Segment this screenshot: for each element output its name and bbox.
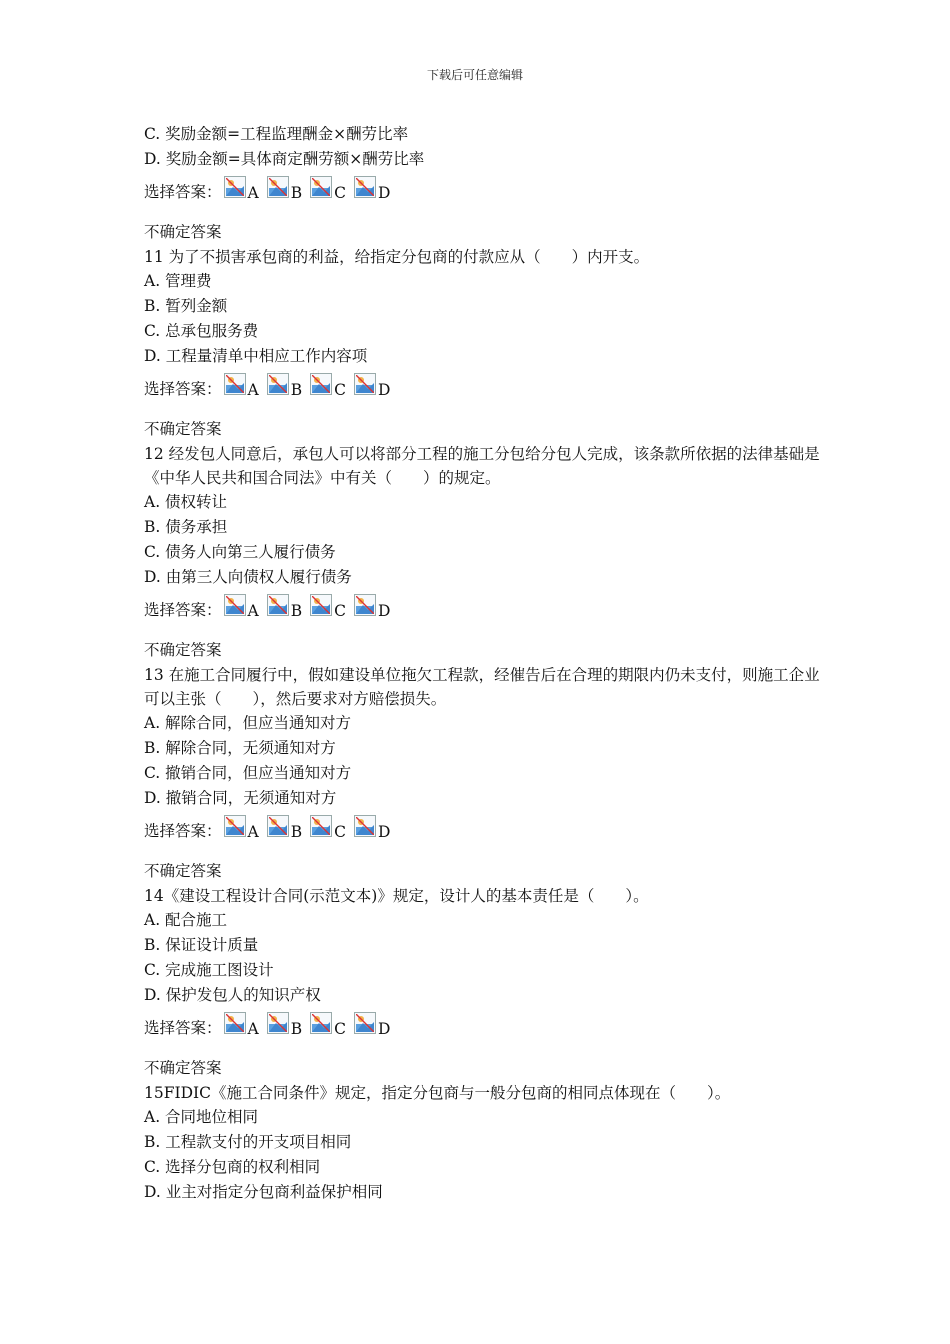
answer-option-a[interactable]	[224, 176, 265, 202]
option-letter: B	[290, 381, 303, 399]
spacer	[144, 399, 824, 417]
choice-item: B. 解除合同，无须通知对方	[144, 739, 336, 757]
broken-image-icon[interactable]	[267, 594, 289, 616]
broken-image-icon[interactable]	[267, 176, 289, 198]
question-stem: 12 经发包人同意后，承包人可以将部分工程的施工分包给分包人完成，该条款所依据的法律基础是《中华人民共和国合同法》中有关（ ）的规定。	[144, 445, 820, 487]
answer-option-c[interactable]	[310, 594, 352, 620]
question-list	[144, 122, 824, 1205]
answer-option-b[interactable]	[267, 176, 308, 202]
broken-image-icon[interactable]	[224, 373, 246, 395]
answer-selector	[144, 590, 824, 620]
answer-option-d[interactable]	[354, 594, 396, 620]
answer-option-d[interactable]	[354, 1012, 396, 1038]
broken-image-icon[interactable]	[267, 815, 289, 837]
answer-option-b[interactable]	[267, 815, 308, 841]
option-letter: B	[290, 184, 303, 202]
option-letter: C	[334, 823, 346, 841]
question-stem: 13 在施工合同履行中，假如建设单位拖欠工程款，经催告后在合理的期限内仍未支付，则施工企业可以主张（ ），然后要求对方赔偿损失。	[144, 666, 820, 708]
choice-item: D. 撤销合同，无须通知对方	[144, 789, 337, 807]
choice-item: A. 解除合同，但应当通知对方	[144, 714, 352, 732]
answer-label: 选择答案：	[144, 822, 222, 840]
answer-option-c[interactable]	[310, 815, 352, 841]
answer-label: 选择答案：	[144, 183, 222, 201]
option-letter: D	[377, 823, 391, 841]
choice-item: C. 选择分包商的权利相同	[144, 1158, 321, 1176]
choice-item: B. 债务承担	[144, 518, 228, 536]
option-letter: C	[334, 1020, 346, 1038]
broken-image-icon[interactable]	[354, 176, 376, 198]
option-letter: A	[247, 823, 259, 841]
choice-item: C. 债务人向第三人履行债务	[144, 543, 336, 561]
broken-image-icon[interactable]	[224, 594, 246, 616]
answer-option-b[interactable]	[267, 1012, 308, 1038]
uncertain-label: 不确定答案	[144, 223, 222, 241]
option-letter: C	[334, 381, 346, 399]
question-stem: 11 为了不损害承包商的利益，给指定分包商的付款应从（ ）内开支。	[144, 248, 650, 266]
broken-image-icon[interactable]	[354, 594, 376, 616]
option-letter: A	[247, 381, 259, 399]
choice-item: A. 配合施工	[144, 911, 228, 929]
broken-image-icon[interactable]	[224, 176, 246, 198]
option-letter: C	[334, 602, 346, 620]
choice-item: B. 保证设计质量	[144, 936, 259, 954]
broken-image-icon[interactable]	[267, 1012, 289, 1034]
answer-option-a[interactable]	[224, 1012, 265, 1038]
choice-item: C. 撤销合同，但应当通知对方	[144, 764, 352, 782]
choice-item: D. 保护发包人的知识产权	[144, 986, 321, 1004]
answer-option-b[interactable]	[267, 373, 308, 399]
spacer	[144, 1038, 824, 1056]
answer-label: 选择答案：	[144, 380, 222, 398]
choice-item: C. 奖励金额=工程监理酬金×酬劳比率	[144, 125, 409, 143]
choice-item: B. 工程款支付的开支项目相同	[144, 1133, 352, 1151]
answer-label: 选择答案：	[144, 601, 222, 619]
answer-option-a[interactable]	[224, 373, 265, 399]
answer-option-c[interactable]	[310, 1012, 352, 1038]
choice-item: D. 业主对指定分包商利益保护相同	[144, 1183, 383, 1201]
broken-image-icon[interactable]	[224, 815, 246, 837]
broken-image-icon[interactable]	[310, 373, 332, 395]
option-letter: B	[290, 1020, 303, 1038]
answer-option-d[interactable]	[354, 373, 396, 399]
choice-item: D. 工程量清单中相应工作内容项	[144, 347, 368, 365]
answer-selector	[144, 369, 824, 399]
page-header: 下载后可任意编辑	[426, 68, 523, 82]
answer-option-c[interactable]	[310, 176, 352, 202]
spacer	[144, 841, 824, 859]
broken-image-icon[interactable]	[354, 373, 376, 395]
choice-item: D. 奖励金额=具体商定酬劳额×酬劳比率	[144, 150, 425, 168]
option-letter: D	[377, 381, 391, 399]
choice-item: A. 管理费	[144, 272, 212, 290]
broken-image-icon[interactable]	[224, 1012, 246, 1034]
answer-option-b[interactable]	[267, 594, 308, 620]
broken-image-icon[interactable]	[354, 815, 376, 837]
broken-image-icon[interactable]	[310, 815, 332, 837]
spacer	[144, 202, 824, 220]
option-letter: A	[247, 602, 259, 620]
choice-item: C. 总承包服务费	[144, 322, 259, 340]
option-letter: B	[290, 602, 303, 620]
uncertain-label: 不确定答案	[144, 641, 222, 659]
broken-image-icon[interactable]	[310, 1012, 332, 1034]
answer-option-d[interactable]	[354, 815, 396, 841]
choice-item: C. 完成施工图设计	[144, 961, 274, 979]
answer-selector	[144, 1008, 824, 1038]
choice-item: A. 合同地位相同	[144, 1108, 259, 1126]
broken-image-icon[interactable]	[354, 1012, 376, 1034]
option-letter: A	[247, 1020, 259, 1038]
option-letter: A	[247, 184, 259, 202]
answer-selector	[144, 811, 824, 841]
spacer	[144, 620, 824, 638]
question-stem: 14《建设工程设计合同(示范文本)》规定，设计人的基本责任是（ ）。	[144, 887, 649, 905]
option-letter: D	[377, 184, 391, 202]
answer-label: 选择答案：	[144, 1019, 222, 1037]
option-letter: B	[290, 823, 303, 841]
answer-option-c[interactable]	[310, 373, 352, 399]
option-letter: C	[334, 184, 346, 202]
answer-option-a[interactable]	[224, 815, 265, 841]
broken-image-icon[interactable]	[267, 373, 289, 395]
answer-selector	[144, 172, 824, 202]
uncertain-label: 不确定答案	[144, 862, 222, 880]
option-letter: D	[377, 1020, 391, 1038]
option-letter: D	[377, 602, 391, 620]
choice-item: D. 由第三人向债权人履行债务	[144, 568, 352, 586]
answer-option-d[interactable]	[354, 176, 396, 202]
uncertain-label: 不确定答案	[144, 1059, 222, 1077]
answer-option-a[interactable]	[224, 594, 265, 620]
broken-image-icon[interactable]	[310, 594, 332, 616]
question-stem: 15FIDIC《施工合同条件》规定，指定分包商与一般分包商的相同点体现在（ ）。	[144, 1084, 731, 1102]
choice-item: B. 暂列金额	[144, 297, 228, 315]
uncertain-label: 不确定答案	[144, 420, 222, 438]
broken-image-icon[interactable]	[310, 176, 332, 198]
choice-item: A. 债权转让	[144, 493, 228, 511]
